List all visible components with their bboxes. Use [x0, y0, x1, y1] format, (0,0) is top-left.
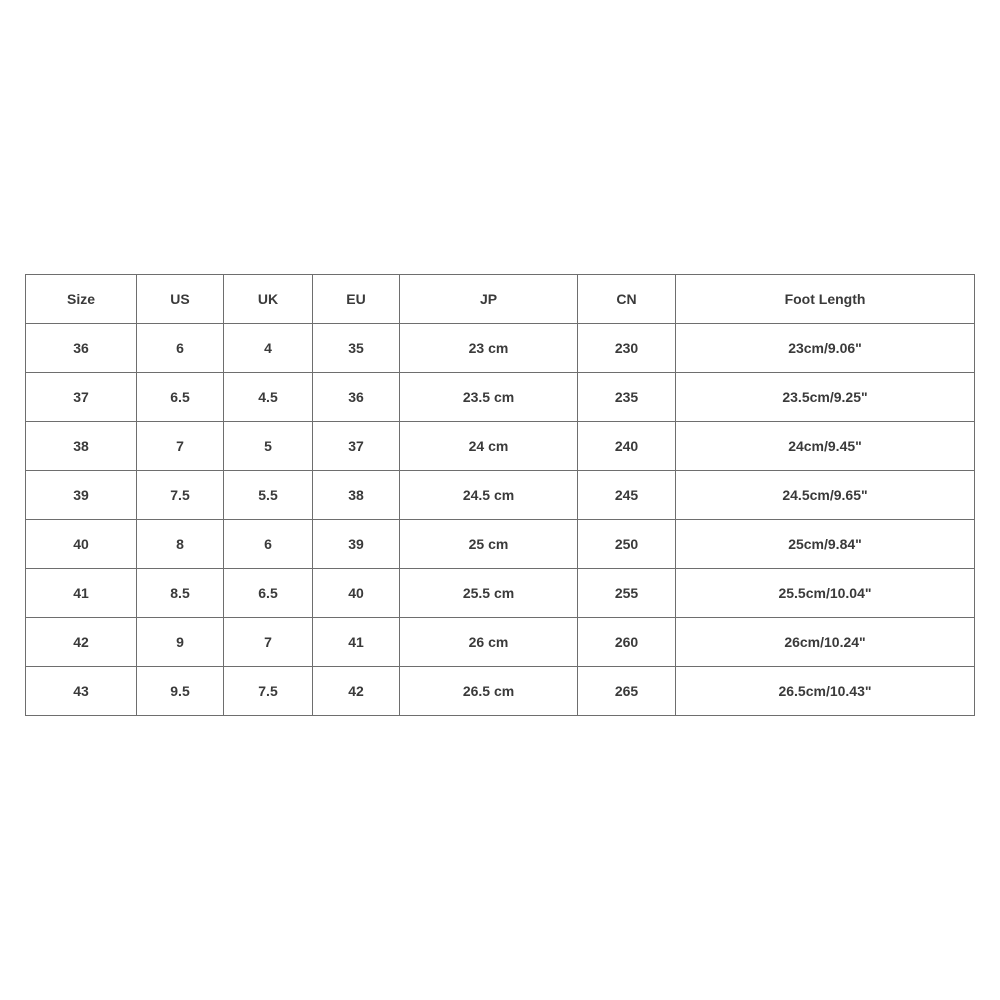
- table-row: [26, 373, 975, 422]
- header-jp: JP: [400, 275, 578, 324]
- header-eu: EU: [313, 275, 400, 324]
- table-row: [26, 520, 975, 569]
- cell-cn: 230: [578, 324, 676, 373]
- cell-jp: 25.5 cm: [400, 569, 578, 618]
- cell-size: 37: [26, 373, 137, 422]
- cell-size: 42: [26, 618, 137, 667]
- cell-cn: 245: [578, 471, 676, 520]
- table-row: [26, 667, 975, 716]
- cell-us: 7.5: [137, 471, 224, 520]
- cell-uk: 6: [224, 520, 313, 569]
- table-row: [26, 471, 975, 520]
- cell-jp: 23.5 cm: [400, 373, 578, 422]
- cell-uk: 4.5: [224, 373, 313, 422]
- cell-size: 36: [26, 324, 137, 373]
- header-size: Size: [26, 275, 137, 324]
- table-row: [26, 324, 975, 373]
- cell-jp: 25 cm: [400, 520, 578, 569]
- cell-uk: 7: [224, 618, 313, 667]
- cell-eu: 36: [313, 373, 400, 422]
- cell-jp: 26.5 cm: [400, 667, 578, 716]
- cell-uk: 5.5: [224, 471, 313, 520]
- header-us: US: [137, 275, 224, 324]
- cell-jp: 24.5 cm: [400, 471, 578, 520]
- table-row: [26, 422, 975, 471]
- cell-eu: 42: [313, 667, 400, 716]
- cell-us: 9: [137, 618, 224, 667]
- cell-us: 8: [137, 520, 224, 569]
- cell-eu: 41: [313, 618, 400, 667]
- header-cn: CN: [578, 275, 676, 324]
- cell-cn: 240: [578, 422, 676, 471]
- cell-eu: 35: [313, 324, 400, 373]
- cell-uk: 5: [224, 422, 313, 471]
- cell-us: 6.5: [137, 373, 224, 422]
- cell-size: 38: [26, 422, 137, 471]
- cell-foot-length: 25.5cm/10.04": [676, 569, 975, 618]
- cell-cn: 255: [578, 569, 676, 618]
- cell-uk: 4: [224, 324, 313, 373]
- table-header-row: [26, 275, 975, 324]
- cell-size: 41: [26, 569, 137, 618]
- cell-us: 6: [137, 324, 224, 373]
- cell-foot-length: 23cm/9.06": [676, 324, 975, 373]
- cell-cn: 265: [578, 667, 676, 716]
- cell-cn: 250: [578, 520, 676, 569]
- cell-us: 9.5: [137, 667, 224, 716]
- cell-eu: 37: [313, 422, 400, 471]
- cell-us: 8.5: [137, 569, 224, 618]
- cell-jp: 26 cm: [400, 618, 578, 667]
- cell-uk: 7.5: [224, 667, 313, 716]
- cell-foot-length: 23.5cm/9.25": [676, 373, 975, 422]
- cell-size: 40: [26, 520, 137, 569]
- cell-uk: 6.5: [224, 569, 313, 618]
- cell-eu: 39: [313, 520, 400, 569]
- cell-foot-length: 26.5cm/10.43": [676, 667, 975, 716]
- cell-cn: 260: [578, 618, 676, 667]
- cell-size: 39: [26, 471, 137, 520]
- header-foot-length: Foot Length: [676, 275, 975, 324]
- cell-jp: 24 cm: [400, 422, 578, 471]
- cell-us: 7: [137, 422, 224, 471]
- header-uk: UK: [224, 275, 313, 324]
- cell-jp: 23 cm: [400, 324, 578, 373]
- cell-eu: 38: [313, 471, 400, 520]
- cell-foot-length: 25cm/9.84": [676, 520, 975, 569]
- size-chart-table: [25, 274, 975, 716]
- table-row: [26, 618, 975, 667]
- cell-eu: 40: [313, 569, 400, 618]
- cell-foot-length: 26cm/10.24": [676, 618, 975, 667]
- cell-foot-length: 24.5cm/9.65": [676, 471, 975, 520]
- cell-cn: 235: [578, 373, 676, 422]
- cell-size: 43: [26, 667, 137, 716]
- cell-foot-length: 24cm/9.45": [676, 422, 975, 471]
- table-row: [26, 569, 975, 618]
